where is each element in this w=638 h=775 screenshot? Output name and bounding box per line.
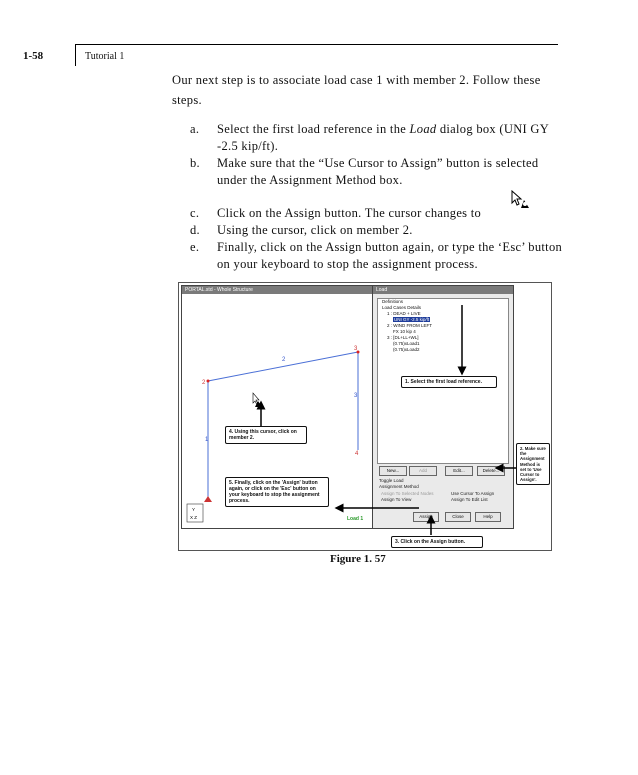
- tree-item[interactable]: FX 10 kip 4: [393, 329, 416, 334]
- axis-label: Y: [192, 507, 196, 512]
- member-4-label: 4: [355, 451, 359, 457]
- callout-2: 2. Make sure the Assignment Method is set to 'Use Cursor to Assign'.: [516, 443, 550, 485]
- figure-caption: Figure 1. 57: [330, 553, 386, 565]
- structure-window-title: PORTAL.std - Whole Structure: [182, 286, 374, 294]
- step-label: a.: [190, 122, 200, 136]
- header-rule: [75, 44, 558, 45]
- step-d: [190, 222, 570, 239]
- step-b: [190, 155, 570, 189]
- close-button[interactable]: Close: [445, 512, 471, 522]
- intro-paragraph: Our next step is to associate load case 1 with member 2. Follow these steps.: [172, 73, 541, 107]
- add-button[interactable]: Add: [409, 466, 437, 476]
- edit-button[interactable]: Edit...: [445, 466, 473, 476]
- callout-3: 3. Click on the Assign button.: [391, 536, 483, 548]
- load-label: Load 1: [347, 516, 364, 522]
- member-1-label: 1: [205, 437, 209, 443]
- node-3-label: 3: [354, 346, 358, 352]
- step-e: [190, 239, 570, 273]
- delete-button[interactable]: Delete...: [477, 466, 505, 476]
- step-text: Using the cursor, click on member 2.: [217, 223, 413, 237]
- assignment-method-label: Assignment Method: [379, 484, 419, 489]
- svg-text:X Z: X Z: [190, 515, 198, 520]
- option-use-cursor[interactable]: Use Cursor To Assign: [451, 491, 495, 496]
- member-3-label: 3: [354, 393, 358, 399]
- toggle-load-checkbox[interactable]: Toggle Load: [379, 478, 404, 483]
- tree-item[interactable]: (0.75)xLoad1: [393, 341, 420, 346]
- tree-item[interactable]: 1 : DEAD + LIVE: [387, 311, 421, 316]
- assign-button[interactable]: Assign: [413, 512, 439, 522]
- step-label: b.: [190, 156, 200, 170]
- help-button[interactable]: Help: [475, 512, 501, 522]
- header-divider: [75, 44, 76, 66]
- step-label: e.: [190, 240, 200, 254]
- section-title: Tutorial 1: [85, 51, 125, 62]
- callout-1: 1. Select the first load reference.: [401, 376, 497, 388]
- tree-item[interactable]: (0.75)xLoad2: [393, 347, 420, 352]
- tree-item[interactable]: 2 : WIND FROM LEFT: [387, 323, 432, 328]
- node-2: [207, 380, 210, 383]
- assign-cursor-icon: [510, 190, 532, 210]
- load-dialog: [372, 285, 514, 529]
- callout-5: 5. Finally, click on the 'Assign' button again, or click on the 'Esc' button on your keyboard to stop the assignment process.: [225, 477, 329, 507]
- step-label: d.: [190, 223, 200, 237]
- option-assign-selected[interactable]: Assign To Selected Nodes: [381, 491, 434, 496]
- option-assign-view[interactable]: Assign To View: [381, 497, 412, 502]
- load-dialog-title: Load: [373, 286, 513, 294]
- callout-4: 4. Using this cursor, click on member 2.: [225, 426, 307, 444]
- tree-item[interactable]: Definitions: [382, 299, 404, 304]
- step-text: Click on the Assign button. The cursor changes to: [217, 206, 482, 220]
- option-assign-edit-list[interactable]: Assign To Edit List: [451, 497, 488, 502]
- support-icon: [204, 496, 212, 502]
- new-button[interactable]: New...: [379, 466, 407, 476]
- member-2-label: 2: [282, 357, 286, 363]
- step-a: [190, 121, 570, 155]
- page-number: 1-58: [23, 50, 44, 62]
- node-2-label: 2: [202, 380, 206, 386]
- figure-screenshot: [178, 282, 552, 551]
- tree-item-selected[interactable]: UNI GY -2.5 kip/ft: [394, 317, 430, 322]
- step-label: c.: [190, 206, 200, 220]
- step-text: Make sure that the “Use Cursor to Assign” button is selected under the Assignment Method box.: [217, 156, 539, 187]
- tree-item[interactable]: Load Cases Details: [382, 305, 422, 310]
- step-text: Select the first load reference in the: [217, 122, 410, 136]
- tree-item[interactable]: 3 : [DL+LL+WL]: [387, 335, 419, 340]
- step-text: dialog box (UNI GY -2.5 kip/ft).: [217, 122, 549, 153]
- step-text: Finally, click on the Assign button again, or type the ‘Esc’ button on your keyboard to stop the assignment process.: [217, 240, 563, 271]
- step-emphasis: Load: [409, 122, 437, 136]
